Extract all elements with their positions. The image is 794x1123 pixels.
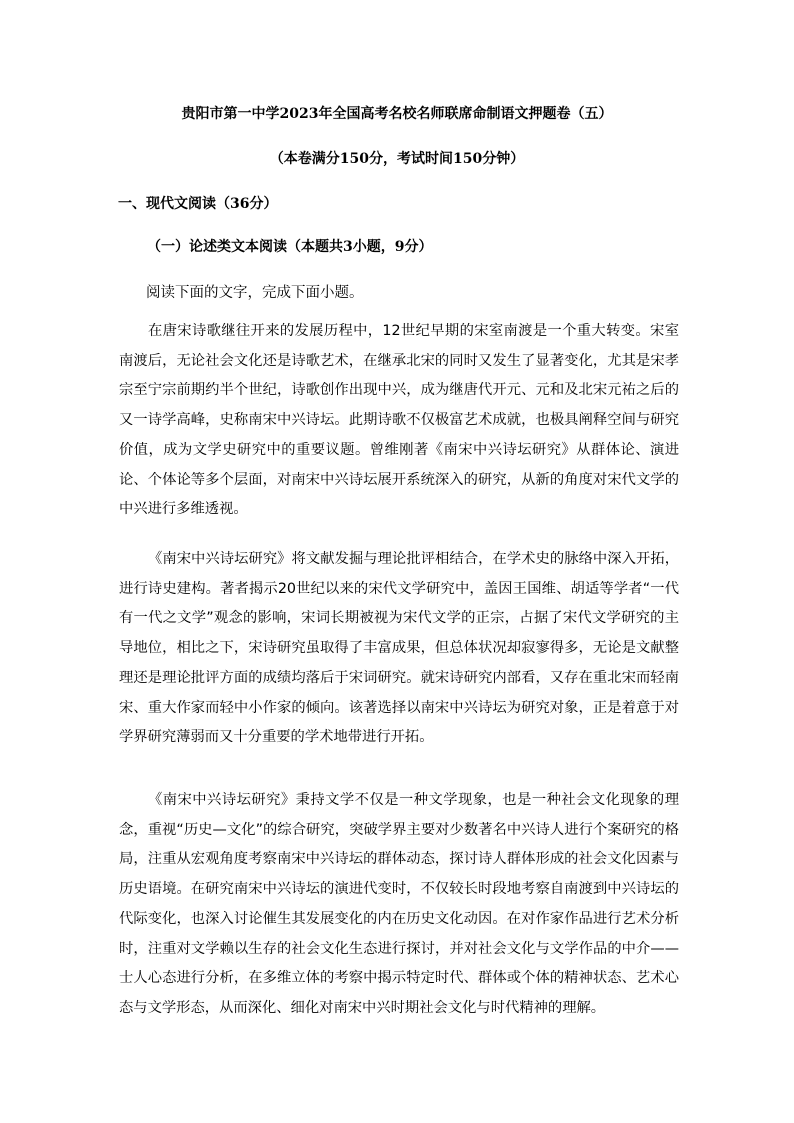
section-heading: 一、现代文阅读（36分） bbox=[118, 196, 278, 212]
exam-subtitle: （本卷满分150分，考试时间150分钟） bbox=[269, 151, 525, 167]
paragraph-1: 在唐宋诗歌继往开来的发展历程中，12世纪早期的宋室南渡是一个重大转变。宋室南渡后，无论社会文化还是诗歌艺术，在继承北宋的同时又发生了显著变化，尤其是宋孝宗至宁宗前期约半个世纪，诗歌创作出现中兴，成为继唐代开元、元和及北宋元祐之后的又一诗学高峰，史称南宋中兴诗坛。此期诗歌不仅极富艺术成就，也极具阐释空间与研究价值，成为文学史研究中的重要议题。曾维刚著《南宋中兴诗坛研究》从群体论、演进论、个体论等多个层面，对南宋中兴诗坛展开系统深入的研究，从新的角度对宋代文学的中兴进行多维透视。 bbox=[119, 323, 679, 518]
paragraph-2: 《南宋中兴诗坛研究》将文献发掘与理论批评相结合，在学术史的脉络中深入开拓，进行诗史建构。著者揭示20世纪以来的宋代文学研究中，盖因王国维、胡适等学者“一代有一代之文学”观念的影响，宋词长期被视为宋代文学的正宗，占据了宋代文学研究的主导地位，相比之下，宋诗研究虽取得了丰富成果，但总体状况却寂寥得多，无论是文献整理还是理论批评方面的成绩均落后于宋词研究。就宋诗研究内部看，又存在重北宋而轻南宋、重大作家而轻中小作家的倾向。该著选择以南宋中兴诗坛为研究对象，正是着意于对学界研究薄弱而又十分重要的学术地带进行开拓。 bbox=[119, 551, 679, 746]
reading-instruction: 阅读下面的文字，完成下面小题。 bbox=[146, 285, 364, 301]
paragraph-3: 《南宋中兴诗坛研究》秉持文学不仅是一种文学现象，也是一种社会文化现象的理念，重视“历史—文化”的综合研究，突破学界主要对少数著名中兴诗人进行个案研究的格局，注重从宏观角度考察南宋中兴诗坛的群体动态，探讨诗人群体形成的社会文化因素与历史语境。在研究南宋中兴诗坛的演进代变时，不仅较长时段地考察自南渡到中兴诗坛的代际变化，也深入讨论催生其发展变化的内在历史文化动因。在对作家作品进行艺术分析时，注重对文学赖以生存的社会文化生态进行探讨，并对社会文化与文学作品的中介——士人心态进行分析，在多维立体的考察中揭示特定时代、群体或个体的精神状态、艺术心态与文学形态，从而深化、细化对南宋中兴时期社会文化与时代精神的理解。 bbox=[119, 792, 679, 1016]
subsection-heading: （一）论述类文本阅读（本题共3小题，9分） bbox=[147, 239, 433, 255]
exam-title: 贵阳市第一中学2023年全国高考名校名师联席命制语文押题卷（五） bbox=[181, 106, 613, 122]
